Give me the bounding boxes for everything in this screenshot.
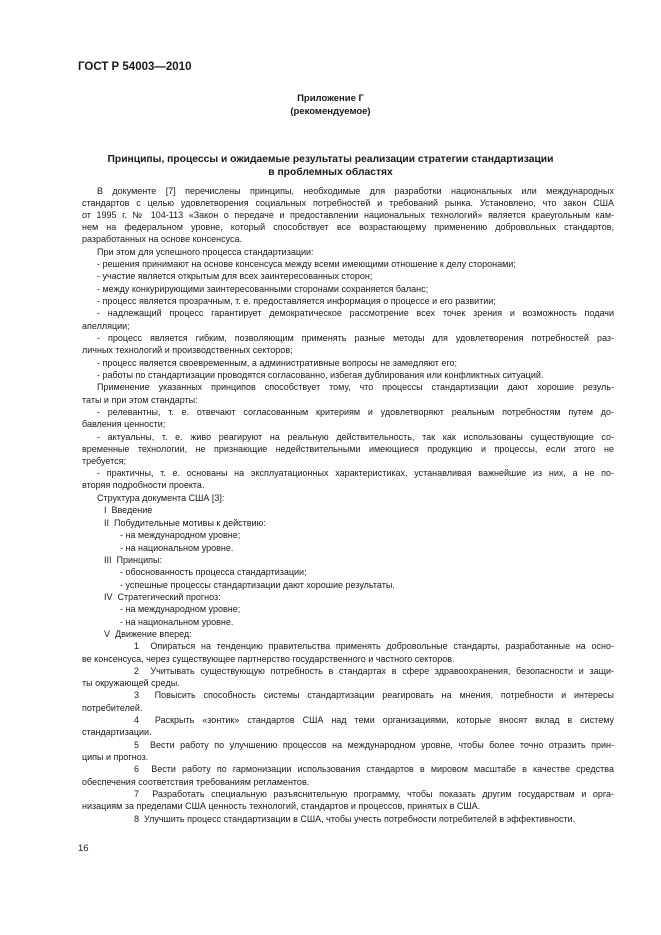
text-line: - процесс является своевременным, а административные вопросы не замедляют его; <box>97 358 457 368</box>
text-line: таты и при этом стандарты: <box>82 395 198 405</box>
text-line: - обоснованность процесса стандартизации; <box>120 567 307 577</box>
text-line: 2 Учитывать существующую потребность в стандартах в сфере здравоохранения, безопасности и защи- <box>134 666 614 676</box>
text-line: разработанных на основе консенсуса. <box>82 234 242 244</box>
text-line: 5 Вести работу по улучшению процессов на международном уровне, чтобы более точно отразить прин- <box>134 740 614 750</box>
text-line: бавления ценности; <box>82 419 166 429</box>
section-heading-line-1: Принципы, процессы и ожидаемые результаты реализации стратегии стандартизации <box>107 154 554 165</box>
text-line: ципы и прогноз. <box>82 752 149 762</box>
text-line: - на международном уровне; <box>120 530 241 540</box>
text-line: II Побудительные мотивы к действию: <box>104 518 266 528</box>
text-line: - актуальны, т. е. живо реагируют на реальную действительность, так как использованы существующие со- <box>97 432 614 442</box>
text-line: личных технологий и производственных секторов; <box>82 345 293 355</box>
text-line: ты окружающей среды. <box>82 678 180 688</box>
text-line: - между конкурирующими заинтересованными сторонами сохраняется баланс; <box>97 284 429 294</box>
text-line: низациям за пределами США ценность технологий, стандартов и процессов, принятых в США. <box>82 801 481 811</box>
text-line: требуется; <box>82 456 126 466</box>
text-line: нем на федеральном уровне, который способствует все возрастающему применению добровольных стандартов, <box>82 222 614 232</box>
text-line: стандартов с целью удовлетворения социальных потребностей и требований рынка. Установлено, что закон США <box>82 198 614 208</box>
text-line: I Введение <box>104 505 153 515</box>
standard-code: ГОСТ Р 54003—2010 <box>78 61 192 73</box>
text-line: V Движение вперед: <box>104 629 192 639</box>
text-line: IV Стратегический прогноз: <box>104 592 221 602</box>
text-line: При этом для успешного процесса стандартизации: <box>97 247 314 257</box>
text-line: Структура документа США [3]: <box>97 493 225 503</box>
text-line: 8 Улучшить процесс стандартизации в США, чтобы учесть потребности потребителей в эффективности. <box>134 814 576 824</box>
text-line: Применение указанных принципов способствует тому, что процессы стандартизации дают хорошие резуль- <box>97 382 614 392</box>
section-heading-line-2: в проблемных областях <box>268 167 393 178</box>
text-line: В документе [7] перечислены принципы, необходимые для разработки национальных или международных <box>97 186 614 196</box>
text-line: временные технологии, не признающие недействительными имеющиеся продукцию и процессы, если этого не <box>82 444 614 454</box>
text-line: - надлежащий процесс гарантирует демократическое рассмотрение всех точек зрения и возможность подачи <box>97 308 614 318</box>
text-line: - практичны, т. е. основаны на эксплуатационных характеристиках, устанавливая важнейшие из них, а не по- <box>97 468 614 478</box>
text-line: потребителей. <box>82 703 143 713</box>
text-line: - работы по стандартизации проводятся согласованно, избегая дублирования или конфликтных ситуаций. <box>97 370 544 380</box>
text-line: стандартизации. <box>82 727 152 737</box>
page-number: 16 <box>78 843 89 854</box>
text-line: - процесс является гибким, позволяющим применять разные методы для удовлетворения потребностей раз- <box>97 333 614 343</box>
text-line: - на национальном уровне. <box>120 543 234 553</box>
text-line: - участие является открытым для всех заинтересованных сторон; <box>97 271 373 281</box>
text-line: III Принципы: <box>104 555 162 565</box>
text-line: апелляции; <box>82 321 130 331</box>
text-line: - решения принимают на основе консенсуса между всеми имеющими отношение к делу сторонами; <box>97 259 516 269</box>
text-line: 3 Повысить способность системы стандартизации реагировать на мнения, потребности и интересы <box>134 690 614 700</box>
text-line: 1 Опираться на тенденцию правительства применять добровольные стандарты, разработанные на осно- <box>134 641 614 651</box>
text-line: - релевантны, т. е. отвечают согласованным критериям и удовлетворяют реальным потребностям путем до- <box>97 407 614 417</box>
text-line: обеспечения соответствия требованиям регламентов. <box>82 777 310 787</box>
text-line: 7 Разработать специальную разъяснительную программу, чтобы показать другим государствам и орга- <box>134 789 614 799</box>
annex-status: (рекомендуемое) <box>290 106 371 117</box>
text-line: - на национальном уровне. <box>120 617 234 627</box>
text-line: ве консенсуса, через существующее партнерство государственного и частного секторов. <box>82 654 455 664</box>
text-line: 6 Вести работу по гармонизации использования стандартов в мировом масштабе в качестве средства <box>134 764 614 774</box>
annex-title: Приложение Г <box>297 93 364 104</box>
text-line: от 1995 г. № 104-113 «Закон о передаче и предоставлении национальных технологий» является краеугольным кам- <box>82 210 614 220</box>
text-line: - успешные процессы стандартизации дают хорошие результаты. <box>120 580 395 590</box>
text-line: - на международном уровне; <box>120 604 241 614</box>
text-line: вторяя подробности проекта. <box>82 480 205 490</box>
text-line: - процесс является прозрачным, т. е. предоставляется информация о процессе и его развитии; <box>97 296 496 306</box>
text-line: 4 Раскрыть «зонтик» стандартов США над теми организациями, которые вносят вклад в систему <box>134 715 614 725</box>
